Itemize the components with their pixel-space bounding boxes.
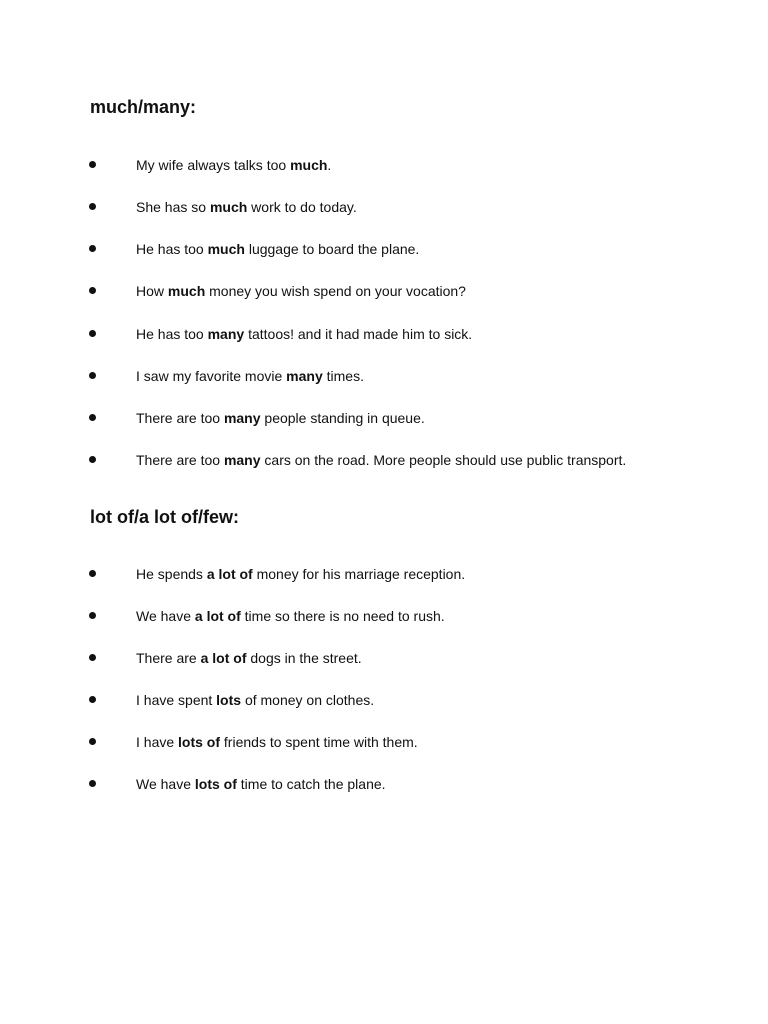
list-item-text: [136, 323, 472, 345]
list-item-text: [136, 689, 374, 711]
emphasized-term: many: [286, 368, 323, 384]
bullet-icon: [89, 287, 96, 294]
bullet-icon: [89, 780, 96, 787]
list-item-text: [136, 407, 425, 429]
list-item: [0, 563, 768, 585]
text-run: times.: [322, 368, 364, 384]
emphasized-term: a lot of: [200, 650, 247, 666]
text-run: dogs in the street.: [246, 650, 362, 666]
bullet-icon: [89, 245, 96, 252]
bullet-icon: [89, 612, 96, 619]
list-item-text: [136, 449, 626, 471]
emphasized-term: a lot of: [194, 608, 241, 624]
bullet-icon: [89, 372, 96, 379]
text-run: I have: [136, 734, 179, 750]
text-run: luggage to board the plane.: [244, 241, 420, 257]
text-run: time to catch the plane.: [236, 776, 386, 792]
text-run: My wife always talks too: [136, 157, 291, 173]
text-run: We have: [136, 608, 195, 624]
text-run: He has too: [136, 241, 208, 257]
text-run: friends to spent time with them.: [220, 734, 418, 750]
text-run: How: [136, 283, 168, 299]
text-run: There are: [136, 650, 201, 666]
text-run: There are too: [136, 410, 224, 426]
text-run: cars on the road. More people should use public transport.: [260, 452, 627, 468]
text-run: I saw my favorite movie: [136, 368, 287, 384]
text-run: I have spent: [136, 692, 217, 708]
list-item-text: [136, 605, 445, 627]
emphasized-term: many: [223, 410, 261, 426]
list-item: [0, 449, 768, 471]
bullet-icon: [89, 161, 96, 168]
text-run: of money on clothes.: [241, 692, 375, 708]
section-heading-much-many: much/many:: [90, 97, 197, 117]
text-run: We have: [136, 776, 195, 792]
list-item: [0, 323, 768, 345]
list-item-text: [136, 154, 331, 176]
list-item-text: [136, 563, 465, 585]
text-run: There are too: [136, 452, 224, 468]
list-item: [0, 280, 768, 302]
text-run: She has so: [136, 199, 210, 215]
list-item: [0, 407, 768, 429]
emphasized-term: much: [167, 283, 206, 299]
list-item-text: [136, 365, 364, 387]
emphasized-term: a lot of: [206, 566, 253, 582]
list-item: [0, 605, 768, 627]
list-item: [0, 647, 768, 669]
list-item: [0, 196, 768, 218]
bullet-icon: [89, 570, 96, 577]
emphasized-term: lots: [216, 692, 242, 708]
list-item: [0, 365, 768, 387]
emphasized-term: many: [223, 452, 261, 468]
emphasized-term: much: [209, 199, 248, 215]
bullet-icon: [89, 738, 96, 745]
text-run: .: [327, 157, 332, 173]
emphasized-term: much: [290, 157, 328, 173]
list-item: [0, 689, 768, 711]
emphasized-term: lots of: [194, 776, 237, 792]
list-item-text: [136, 280, 466, 302]
bullet-icon: [89, 414, 96, 421]
emphasized-term: lots of: [178, 734, 221, 750]
text-run: money you wish spend on your vocation?: [205, 283, 466, 299]
text-run: time so there is no need to rush.: [240, 608, 445, 624]
bullet-icon: [89, 330, 96, 337]
text-run: people standing in queue.: [260, 410, 425, 426]
list-item-text: [136, 773, 386, 795]
list-item: [0, 773, 768, 795]
list-item-text: [136, 196, 357, 218]
bullet-icon: [89, 654, 96, 661]
text-run: tattoos! and it had made him to sick.: [244, 326, 473, 342]
bullet-icon: [89, 696, 96, 703]
emphasized-term: many: [207, 326, 245, 342]
text-run: He spends: [136, 566, 207, 582]
list-item: [0, 731, 768, 753]
list-item-text: [136, 731, 418, 753]
bullet-icon: [89, 456, 96, 463]
list-item: [0, 154, 768, 176]
list-item-text: [136, 647, 362, 669]
bullet-icon: [89, 203, 96, 210]
text-run: He has too: [136, 326, 208, 342]
text-run: work to do today.: [247, 199, 357, 215]
list-item-text: [136, 238, 419, 260]
text-run: money for his marriage reception.: [252, 566, 466, 582]
list-item: [0, 238, 768, 260]
section-heading-lot-of: lot of/a lot of/few:: [90, 507, 239, 527]
emphasized-term: much: [207, 241, 245, 257]
